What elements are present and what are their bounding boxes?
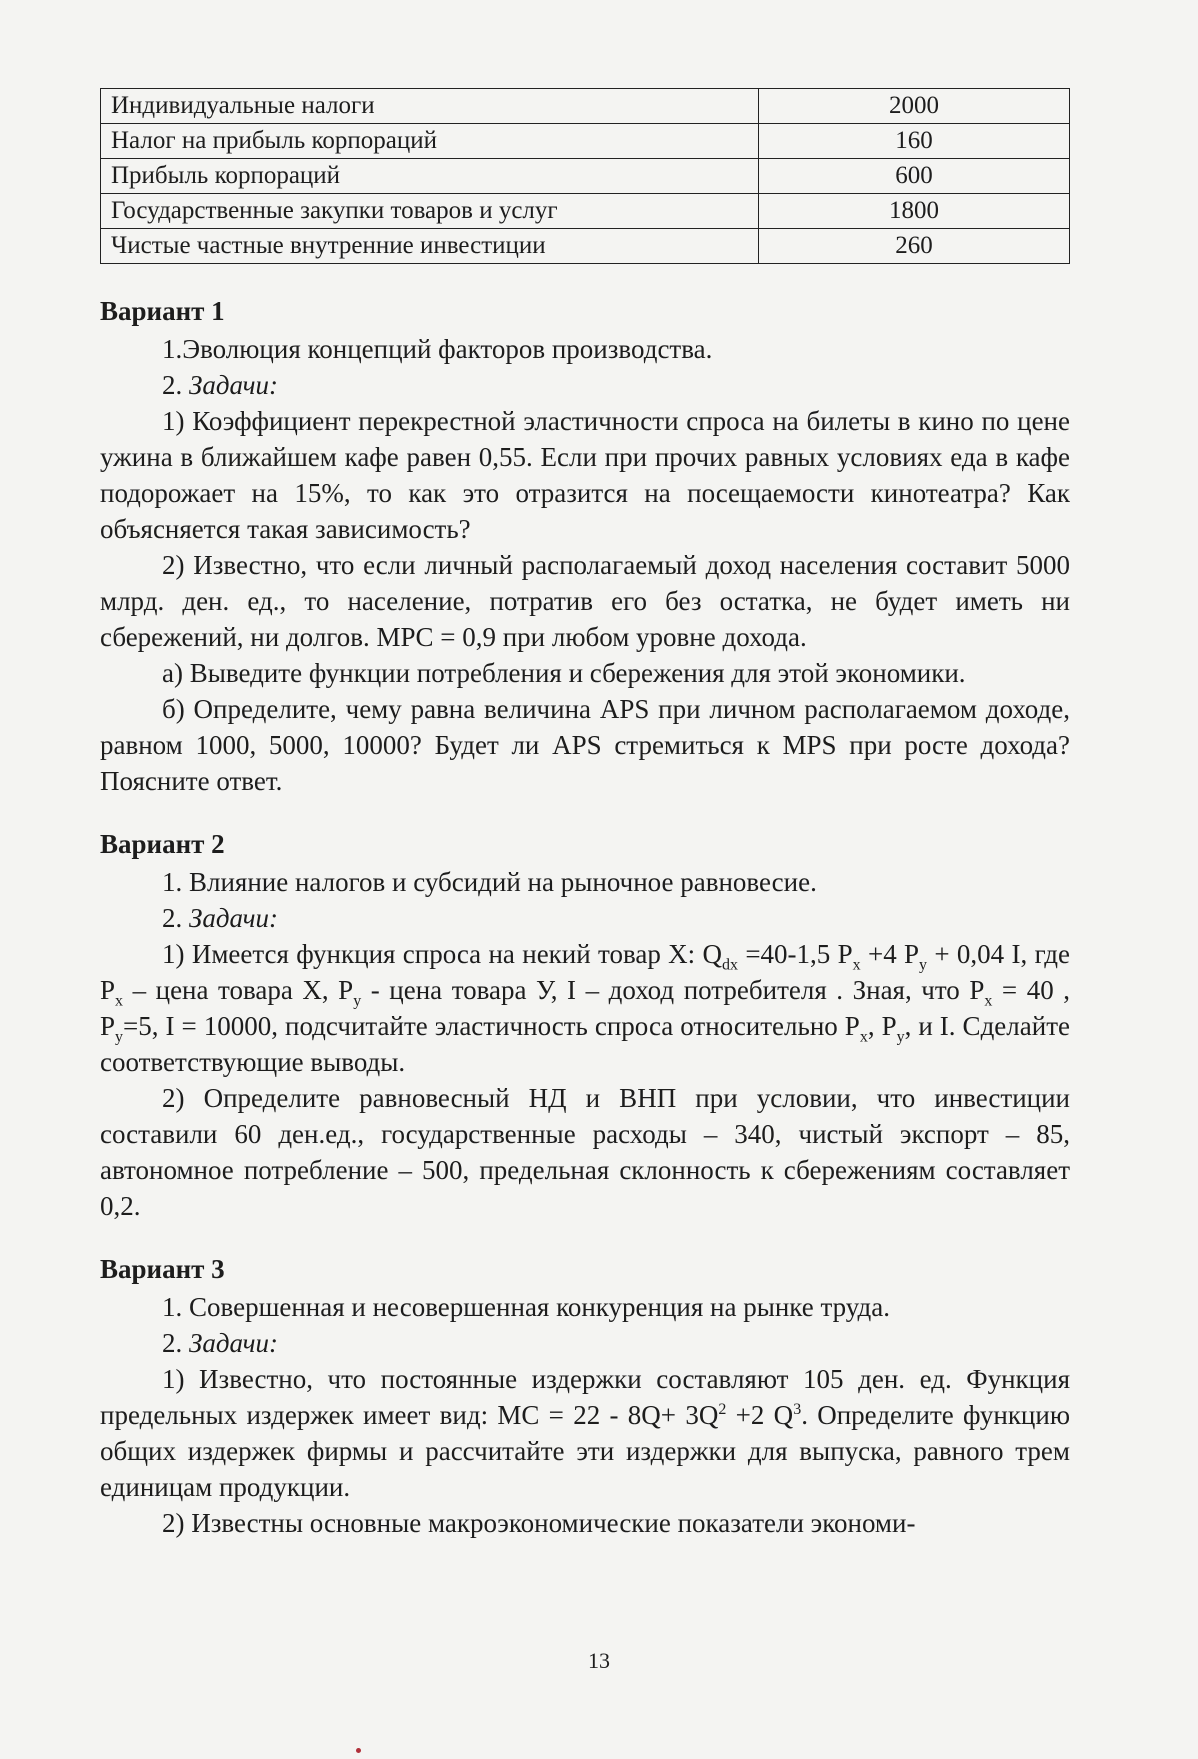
row-value: 160: [759, 124, 1070, 159]
row-label: Прибыль корпораций: [101, 159, 759, 194]
variant-1-title: Вариант 1: [100, 296, 225, 326]
tasks-label: Задачи:: [189, 370, 279, 401]
row-value: 1800: [759, 194, 1070, 229]
variant-1-task-2: 2) Известно, что если личный располагаемый доход населения составит 5000 млрд. ден. ед., то население, потратив его без остатка, не будет иметь ни сбережений, ни долгов. MPC = 0,9 при любом уровне дохода.: [100, 550, 1070, 653]
row-label: Налог на прибыль корпораций: [101, 124, 759, 159]
table-row: [101, 159, 1070, 194]
page-content: [100, 88, 1070, 1541]
row-label: Государственные закупки товаров и услуг: [101, 194, 759, 229]
variant-1-task-2a: а) Выведите функции потребления и сбережения для этой экономики.: [162, 658, 966, 689]
tasks-label: Задачи:: [189, 903, 279, 934]
variant-2: [100, 827, 1070, 1224]
variant-1-question: 1.Эволюция концепций факторов производства.: [162, 334, 713, 365]
variant-1-task-1: 1) Коэффициент перекрестной эластичности спроса на билеты в кино по цене ужина в ближайшем кафе равен 0,55. Если при прочих равных условиях еда в кафе подорожает на 15%, то как это отразится на посещаемости кинотеатра? Как объясняется такая зависимость?: [100, 406, 1070, 545]
tasks-number: 2.: [162, 370, 189, 401]
tasks-label: Задачи:: [189, 1328, 279, 1359]
row-value: 600: [759, 159, 1070, 194]
variant-2-title: Вариант 2: [100, 829, 225, 860]
row-label: Индивидуальные налоги: [101, 89, 759, 124]
row-value: 260: [759, 229, 1070, 264]
variant-3-tasks-heading: [100, 1325, 1070, 1361]
ink-dot: [356, 1748, 361, 1753]
row-value: 2000: [759, 89, 1070, 124]
indicators-table: [100, 88, 1070, 264]
variant-2-tasks-heading: [100, 900, 1070, 936]
tasks-number: 2.: [162, 1328, 189, 1359]
variant-2-task-1: 1) Имеется функция спроса на некий товар X: $Q_{dx} =40-1,5$ $P_x +4$ $P_y + 0,04$ I, где $P_x$ – цена товара X, $P_y$ - цена товара У, I – доход потребителя . Зная, что $P_x = 40$ , $P_y=5$, I = 10000, подсчитайте эластичность спроса относительно $P_x$, $P_y$, и I. Сделайте соответствующие выводы.: [100, 939, 1071, 1078]
variant-3-question: 1. Совершенная и несовершенная конкуренция на рынке труда.: [162, 1292, 891, 1323]
variant-1-tasks-heading: [100, 367, 1070, 403]
variant-3-title: Вариант 3: [100, 1254, 225, 1285]
variant-1: [100, 294, 1070, 799]
row-label: Чистые частные внутренние инвестиции: [101, 229, 759, 264]
table-row: [101, 89, 1070, 124]
variant-2-question: 1. Влияние налогов и субсидий на рыночное равновесие.: [162, 867, 817, 898]
table-row: [101, 194, 1070, 229]
tasks-number: 2.: [162, 903, 189, 934]
variant-1-task-2b: б) Определите, чему равна величина APS при личном располагаемом доходе, равном 1000, 5000, 10000? Будет ли APS стремиться к MPS при росте дохода? Поясните ответ.: [100, 694, 1070, 797]
table-row: [101, 229, 1070, 264]
variant-3-task-2: 2) Известны основные макроэкономические показатели экономи-: [162, 1508, 916, 1539]
variant-2-task-2: 2) Определите равновесный НД и ВНП при условии, что инвестиции составили 60 ден.ед., государственные расходы – 340, чистый экспорт – 85, автономное потребление – 500, предельная склонность к сбережениям составляет 0,2.: [100, 1083, 1070, 1222]
page-number: 13: [588, 1648, 610, 1673]
variant-3-task-1: 1) Известно, что постоянные издержки составляют 105 ден. ед. Функция предельных издержек имеет вид: MC = $22 - 8Q+ 3Q^2 +2$ $Q^3$. Определите функцию общих издержек фирмы и рассчитайте эти издержки для выпуска, равного трем единицам продукции.: [100, 1364, 1071, 1503]
variant-3: [100, 1252, 1070, 1541]
table-row: [101, 124, 1070, 159]
